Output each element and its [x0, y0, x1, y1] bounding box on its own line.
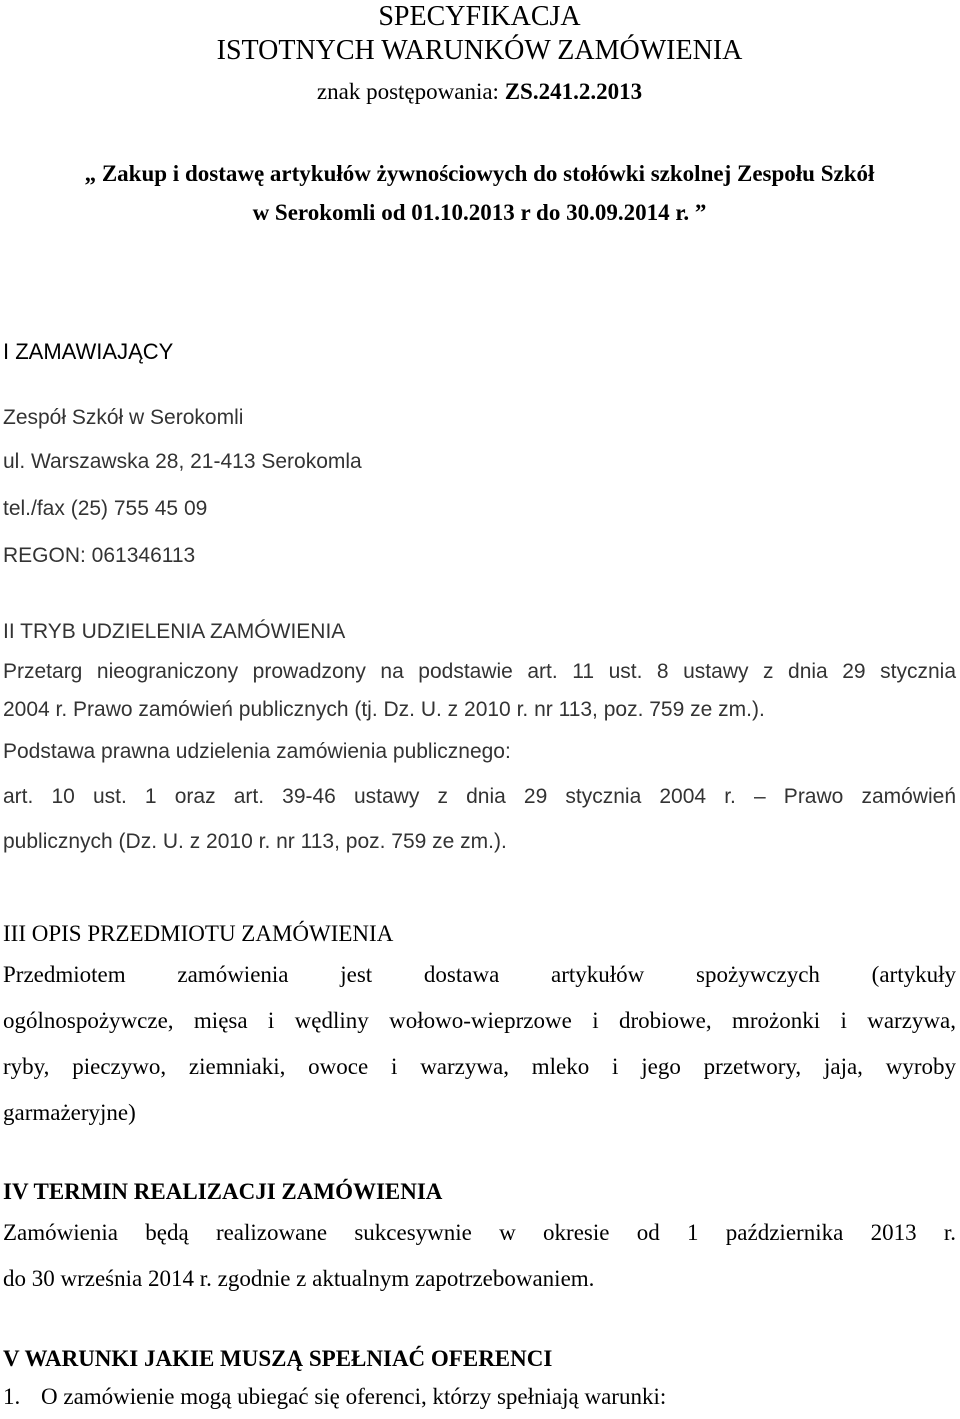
section-conditions — [3, 1341, 956, 1417]
section-subject — [3, 916, 956, 1136]
section-1-heading: I ZAMAWIAJĄCY — [3, 339, 174, 364]
section-procedure — [3, 616, 956, 869]
authority-phone: tel./fax (25) 755 45 09 — [3, 497, 208, 520]
case-number — [3, 78, 956, 107]
timeframe-line-2: do 30 września 2014 r. zgodnie z aktualnym zapotrzebowaniem. — [3, 1266, 595, 1291]
procedure-line-5: publicznych (Dz. U. z 2010 r. nr 113, poz. 759 ze zm.). — [3, 830, 507, 853]
section-5-heading: V WARUNKI JAKIE MUSZĄ SPEŁNIAĆ OFERENCI — [3, 1346, 553, 1371]
section-4-heading: IV TERMIN REALIZACJI ZAMÓWIENIA — [3, 1179, 443, 1204]
title-line-2: ISTOTNYCH WARUNKÓW ZAMÓWIENIA — [216, 35, 743, 67]
procedure-line-1: Przetarg nieograniczony prowadzony na podstawie art. 11 ust. 8 ustawy z dnia 29 stycznia — [3, 660, 956, 683]
case-number-label: znak postępowania: — [316, 79, 505, 105]
subject-line-1: Przedmiotem zamówienia jest dostawa artykułów spożywczych (artykuły — [3, 962, 956, 987]
section-contracting-authority — [3, 338, 956, 366]
section-timeframe — [3, 1174, 956, 1302]
document-header — [3, 0, 956, 232]
subject-line-2: ogólnospożywcze, mięsa i wędliny wołowo-wieprzowe i drobiowe, mrożonki i warzywa, — [3, 1008, 956, 1033]
subject-line-4: garmażeryjne) — [3, 1100, 136, 1125]
procedure-line-2: 2004 r. Prawo zamówień publicznych (tj. Dz. U. z 2010 r. nr 113, poz. 759 ze zm.). — [3, 698, 765, 721]
title-line-1: SPECYFIKACJA — [378, 1, 581, 32]
authority-address: ul. Warszawska 28, 21-413 Serokomla — [3, 450, 362, 473]
order-subject-line-1: „ Zakup i dostawę artykułów żywnościowych do stołówki szkolnej Zespołu Szkół — [84, 161, 875, 187]
authority-details — [3, 398, 956, 579]
procedure-line-3: Podstawa prawna udzielenia zamówienia publicznego: — [3, 740, 511, 763]
list-item — [3, 1377, 956, 1417]
section-2-heading: II TRYB UDZIELENIA ZAMÓWIENIA — [3, 620, 346, 643]
timeframe-line-1: Zamówienia będą realizowane sukcesywnie w okresie od 1 października 2013 r. — [3, 1220, 956, 1245]
authority-name: Zespół Szkół w Serokomli — [3, 406, 244, 429]
subject-line-3: ryby, pieczywo, ziemniaki, owoce i warzywa, mleko i jego przetwory, jaja, wyroby — [3, 1054, 956, 1079]
order-subject — [3, 154, 956, 232]
list-item-text: O zamówienie mogą ubiegać się oferenci, którzy spełniają warunki: — [41, 1384, 667, 1409]
order-subject-line-2: w Serokomli od 01.10.2013 r do 30.09.2014 r. ” — [252, 200, 707, 226]
case-number-value: ZS.241.2.2013 — [504, 79, 643, 105]
procedure-line-4: art. 10 ust. 1 oraz art. 39-46 ustawy z dnia 29 stycznia 2004 r. – Prawo zamówień — [3, 785, 956, 808]
authority-regon: REGON: 061346113 — [3, 544, 196, 567]
section-3-heading: III OPIS PRZEDMIOTU ZAMÓWIENIA — [3, 921, 394, 946]
list-item-number: 1. — [3, 1384, 21, 1409]
